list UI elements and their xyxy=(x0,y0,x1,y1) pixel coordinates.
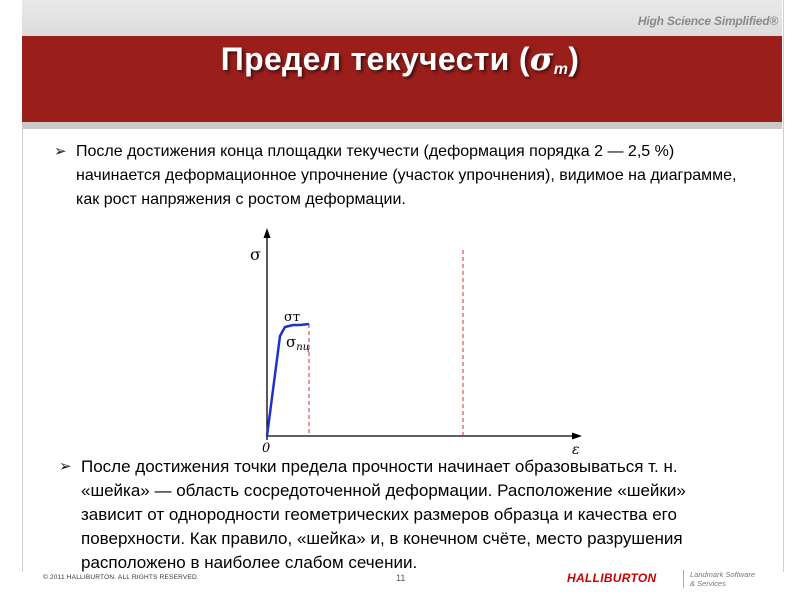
x-axis-label: ε xyxy=(572,442,580,456)
label-sigma-t: σт xyxy=(284,310,301,325)
page-number: 11 xyxy=(396,573,406,583)
x-axis-arrow-icon xyxy=(572,433,582,440)
division-line-2: & Services xyxy=(690,579,726,588)
label-sigma-pts-base: σ xyxy=(286,333,297,351)
title-text: Предел текучести ( xyxy=(220,41,530,77)
halliburton-logo: HALLIBURTON xyxy=(567,571,657,585)
title-underline xyxy=(22,122,782,129)
title-close: ) xyxy=(568,41,580,77)
bullet-1 xyxy=(54,140,744,212)
bullet-2 xyxy=(59,455,751,575)
bullet-arrow-icon: ➢ xyxy=(54,143,67,160)
y-axis-arrow-icon xyxy=(264,228,271,238)
label-sigma-pts xyxy=(286,333,310,353)
logo-separator xyxy=(683,570,684,588)
slide-title xyxy=(0,40,800,79)
bullet-arrow-icon: ➢ xyxy=(59,458,72,475)
title-subscript: т xyxy=(553,61,569,78)
division-line-1: Landmark Software xyxy=(690,570,756,579)
division-name xyxy=(690,570,755,588)
stress-strain-diagram xyxy=(248,226,588,456)
tagline: High Science Simplified® xyxy=(637,14,778,28)
bullet-1-text: После достижения конца площадки текучести (деформация порядка 2 — 2,5 %) начинается деформационное упрочнение (участок упрочнения), видимое на диаграмме, как рост напряжения с ростом деформации. xyxy=(76,143,737,208)
copyright: © 2011 HALLIBURTON. ALL RIGHTS RESERVED. xyxy=(43,574,199,581)
title-symbol: σ xyxy=(529,40,554,78)
y-axis-label: σ xyxy=(250,245,261,264)
label-sigma-pts-sub: пц xyxy=(296,342,310,353)
bullet-2-text: После достижения точки предела прочности начинает образовываться т. н. «шейка» — область сосредоточенной деформации. Расположение «шейки» зависит от однородности геометрических размеров образца и качества его поверхности. Как правило, «шейка» и, в конечном счёте, место разрушения расположено в наиболее слабом сечении. xyxy=(81,457,686,572)
origin-label: 0 xyxy=(262,441,271,456)
